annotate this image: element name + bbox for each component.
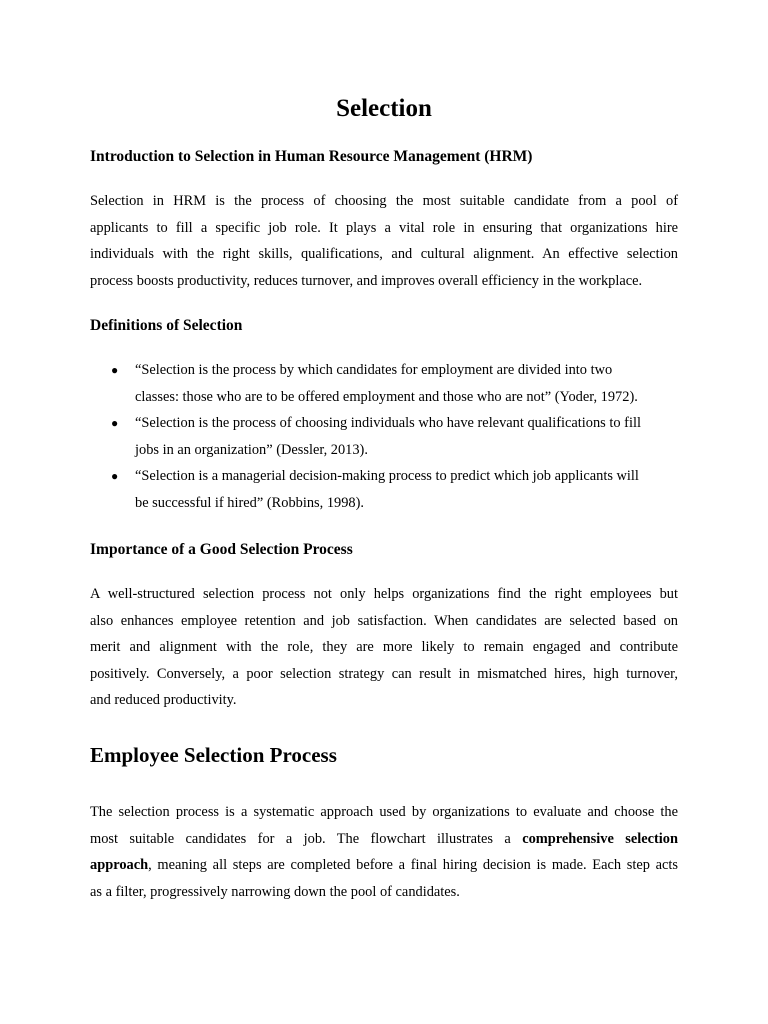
- definition-line: “Selection is the process by which candidates for employment are divided into two: [135, 362, 613, 378]
- importance-line: positively. Conversely, a poor selection strategy can result in mismatched hires, high turnover,: [90, 665, 678, 682]
- process-emphasis: approach: [90, 857, 149, 874]
- process-heading: Employee Selection Process: [90, 743, 337, 767]
- list-item: [90, 357, 678, 410]
- definition-line: jobs in an organization” (Dessler, 2013).: [135, 441, 368, 458]
- process-paragraph: [90, 799, 678, 905]
- importance-line: and reduced productivity.: [90, 692, 237, 709]
- intro-paragraph: [90, 188, 678, 294]
- process-text: most suitable candidates for a job. The flowchart illustrates a: [90, 830, 523, 847]
- intro-line: process boosts productivity, reduces turnover, and improves overall efficiency in the workplace.: [90, 272, 643, 289]
- bullet-icon: ●: [111, 363, 119, 377]
- intro-line: individuals with the right skills, qualifications, and cultural alignment. An effective selection: [90, 246, 678, 263]
- intro-line: Selection in HRM is the process of choosing the most suitable candidate from a pool of: [90, 193, 678, 209]
- process-line: [90, 852, 678, 879]
- definitions-list: [90, 357, 678, 517]
- list-item: [90, 463, 678, 516]
- process-line: as a filter, progressively narrowing down the pool of candidates.: [90, 883, 460, 900]
- definition-line: “Selection is the process of choosing individuals who have relevant qualifications to fill: [135, 415, 641, 432]
- importance-line: also enhances employee retention and job satisfaction. When candidates are selected based on: [90, 612, 678, 629]
- intro-line: applicants to fill a specific job role. It plays a vital role in ensuring that organizations hire: [90, 219, 678, 236]
- process-line: The selection process is a systematic approach used by organizations to evaluate and choose the: [90, 804, 678, 820]
- process-emphasis: comprehensive selection: [522, 830, 678, 847]
- definition-line: be successful if hired” (Robbins, 1998).: [135, 494, 364, 511]
- importance-line: A well-structured selection process not only helps organizations find the right employees but: [90, 586, 678, 602]
- bullet-icon: ●: [111, 469, 119, 484]
- intro-heading: Introduction to Selection in Human Resource Management (HRM): [90, 148, 533, 165]
- list-item: [90, 410, 678, 463]
- process-text: , meaning all steps are completed before a final hiring decision is made. Each step acts: [148, 857, 678, 874]
- definitions-heading: Definitions of Selection: [90, 317, 243, 334]
- page-title: Selection: [336, 95, 432, 122]
- bullet-icon: ●: [111, 416, 119, 431]
- definition-line: “Selection is a managerial decision-making process to predict which job applicants will: [135, 468, 639, 485]
- importance-line: merit and alignment with the role, they are more likely to remain engaged and contribute: [90, 639, 678, 656]
- definition-line: classes: those who are to be offered employment and those who are not” (Yoder, 1972).: [135, 388, 638, 405]
- importance-paragraph: [90, 581, 678, 714]
- importance-heading: Importance of a Good Selection Process: [90, 541, 353, 558]
- process-line: [90, 826, 678, 853]
